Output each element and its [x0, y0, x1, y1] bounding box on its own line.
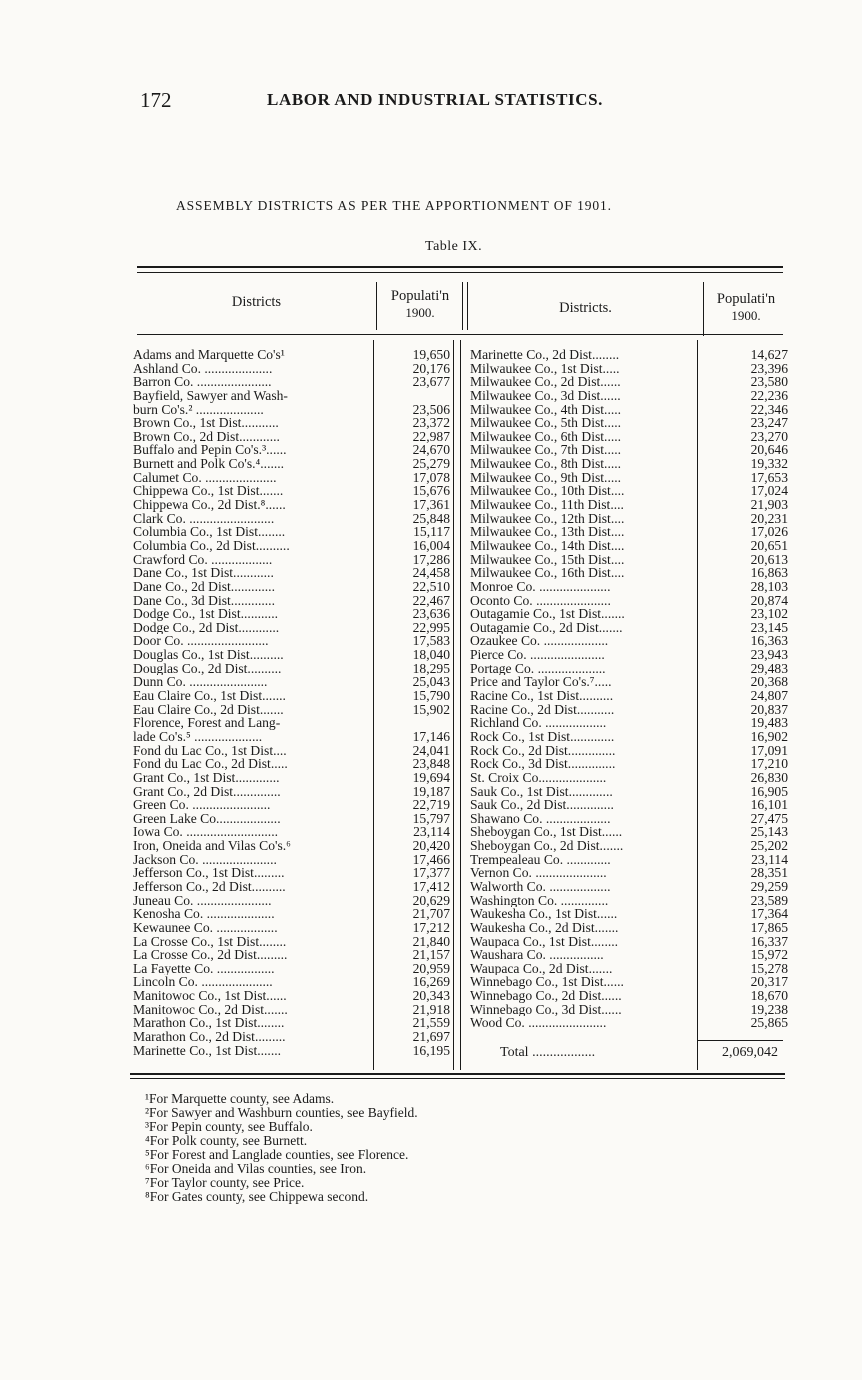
- population-cell: 17,091: [750, 743, 788, 758]
- district-cell: Sheboygan Co., 1st Dist......: [470, 825, 623, 840]
- district-cell: Rock Co., 1st Dist.............: [470, 729, 615, 744]
- district-cell: Milwaukee Co., 3d Dist......: [470, 388, 621, 403]
- population-cell: 16,902: [750, 729, 788, 744]
- column-divider: [453, 340, 454, 1070]
- district-cell: Winnebago Co., 1st Dist......: [470, 975, 624, 990]
- district-cell: Vernon Co. .....................: [470, 866, 607, 880]
- district-cell: Rock Co., 2d Dist..............: [470, 743, 616, 758]
- district-cell: Dane Co., 2d Dist.............: [133, 579, 275, 594]
- population-cell: 21,559: [412, 1016, 450, 1031]
- district-cell: Bayfield, Sawyer and Wash-: [133, 388, 288, 403]
- population-cell: [378, 716, 450, 730]
- column-divider: [462, 282, 463, 330]
- population-cell: 16,863: [750, 566, 788, 580]
- district-cell: burn Co's.² ....................: [133, 402, 264, 417]
- population-cell: 15,972: [750, 948, 788, 962]
- population-cell: 18,040: [412, 648, 450, 662]
- district-cell: Green Lake Co...................: [133, 811, 281, 826]
- population-cell: 18,670: [750, 989, 788, 1003]
- district-cell: Shawano Co. ...................: [470, 811, 611, 826]
- population-cell: 17,412: [412, 879, 450, 894]
- population-cell: 16,195: [412, 1043, 450, 1058]
- population-cell: 23,372: [412, 416, 450, 430]
- footnote: ¹For Marquette county, see Adams.: [145, 1091, 335, 1106]
- district-cell: Columbia Co., 1st Dist........: [133, 525, 286, 539]
- district-cell: Outagamie Co., 1st Dist.......: [470, 607, 625, 621]
- population-cell: 22,236: [750, 388, 788, 403]
- population-cell: 23,114: [413, 825, 450, 840]
- table-top-rule-thick: [137, 266, 783, 268]
- district-cell: Rock Co., 3d Dist..............: [470, 757, 616, 771]
- population-cell: 25,865: [750, 1016, 788, 1031]
- district-cell: Milwaukee Co., 5th Dist.....: [470, 416, 622, 430]
- population-cell: 23,396: [750, 361, 788, 376]
- district-cell: Dane Co., 1st Dist............: [133, 566, 274, 580]
- population-cell: 25,202: [750, 839, 788, 853]
- district-cell: Milwaukee Co., 10th Dist....: [470, 484, 625, 499]
- footnote: ⁸For Gates county, see Chippewa second.: [145, 1189, 369, 1204]
- district-cell: Brown Co., 2d Dist............: [133, 429, 280, 444]
- district-cell: Chippewa Co., 1st Dist.......: [133, 484, 284, 499]
- population-cell: 22,987: [412, 429, 450, 444]
- population-cell: 23,636: [412, 607, 450, 621]
- population-cell: 24,670: [412, 443, 450, 458]
- population-right-column: [705, 348, 788, 1030]
- population-cell: 24,807: [750, 689, 788, 703]
- population-cell: 23,506: [412, 402, 450, 417]
- district-cell: La Crosse Co., 1st Dist........: [133, 934, 287, 949]
- district-cell: Jefferson Co., 1st Dist.........: [133, 866, 285, 880]
- district-cell: Milwaukee Co., 7th Dist.....: [470, 443, 622, 458]
- district-cell: Sauk Co., 1st Dist.............: [470, 784, 613, 799]
- district-cell: Jackson Co. ......................: [133, 852, 277, 867]
- column-divider: [373, 340, 374, 1070]
- population-cell: 17,286: [412, 552, 450, 567]
- district-cell: Milwaukee Co., 13th Dist....: [470, 525, 625, 539]
- district-cell: Eau Claire Co., 1st Dist.......: [133, 689, 286, 703]
- population-cell: 17,865: [750, 920, 788, 935]
- district-cell: Chippewa Co., 2d Dist.⁸......: [133, 498, 286, 512]
- population-cell: 20,176: [412, 361, 450, 376]
- district-cell: Iowa Co. ...........................: [133, 825, 278, 840]
- population-cell: 16,101: [750, 798, 788, 812]
- district-cell: Waukesha Co., 1st Dist......: [470, 907, 618, 921]
- population-cell: 21,903: [750, 498, 788, 512]
- population-cell: 22,995: [412, 620, 450, 635]
- population-cell: 20,420: [412, 839, 450, 853]
- district-cell: Kewaunee Co. ..................: [133, 920, 278, 935]
- population-cell: 20,651: [750, 538, 788, 553]
- footnote: ⁴For Polk county, see Burnett.: [145, 1133, 308, 1148]
- district-cell: Sheboygan Co., 2d Dist.......: [470, 839, 624, 853]
- district-cell: Fond du Lac Co., 1st Dist....: [133, 743, 287, 758]
- table-bottom-rule-thick: [130, 1073, 785, 1075]
- population-cell: 20,613: [750, 552, 788, 567]
- population-cell: 14,627: [750, 348, 788, 362]
- district-cell: Lincoln Co. .....................: [133, 975, 273, 990]
- running-title: LABOR AND INDUSTRIAL STATISTICS.: [267, 90, 603, 109]
- population-cell: 20,368: [750, 675, 788, 690]
- district-cell: Brown Co., 1st Dist...........: [133, 416, 279, 430]
- population-cell: 17,026: [750, 525, 788, 539]
- population-cell: 20,317: [750, 975, 788, 990]
- district-cell: Pierce Co. ......................: [470, 648, 605, 662]
- population-cell: 21,918: [412, 1002, 450, 1017]
- district-cell: Marinette Co., 2d Dist........: [470, 348, 620, 362]
- header-population-left-label: Populati'n: [390, 288, 450, 304]
- district-cell: Dodge Co., 2d Dist............: [133, 620, 280, 635]
- district-cell: Marathon Co., 2d Dist.........: [133, 1030, 286, 1044]
- population-cell: 17,210: [750, 757, 788, 771]
- population-cell: 23,102: [750, 607, 788, 621]
- district-cell: Milwaukee Co., 11th Dist....: [470, 498, 624, 512]
- population-cell: 20,646: [750, 443, 788, 458]
- column-divider: [376, 282, 377, 330]
- district-cell: Adams and Marquette Co's¹: [133, 348, 285, 362]
- district-cell: Waupaca Co., 1st Dist........: [470, 934, 619, 949]
- district-cell: Door Co. ........................: [133, 634, 269, 649]
- district-cell: Waukesha Co., 2d Dist.......: [470, 920, 619, 935]
- header-population-right-label: Populati'n: [716, 291, 776, 307]
- population-cell: 16,337: [750, 934, 788, 949]
- page-title: ASSEMBLY DISTRICTS AS PER THE APPORTIONMENT OF 1901.: [176, 198, 612, 213]
- district-cell: Marinette Co., 1st Dist.......: [133, 1043, 282, 1058]
- district-cell: Douglas Co., 2d Dist..........: [133, 661, 282, 676]
- column-divider: [460, 340, 461, 1070]
- population-cell: 15,676: [412, 484, 450, 499]
- population-cell: 22,346: [750, 402, 788, 417]
- footnote: ⁵For Forest and Langlade counties, see Florence.: [145, 1147, 409, 1162]
- district-cell: Eau Claire Co., 2d Dist.......: [133, 702, 284, 717]
- population-cell: 17,146: [412, 729, 450, 744]
- population-cell: 22,510: [412, 579, 450, 594]
- district-cell: Price and Taylor Co's.⁷.....: [470, 675, 612, 690]
- header-districts-right: Districts.: [559, 300, 612, 316]
- population-cell: 21,840: [412, 934, 450, 949]
- population-cell: 16,363: [750, 634, 788, 649]
- district-cell: Milwaukee Co., 6th Dist.....: [470, 429, 622, 444]
- district-cell: Kenosha Co. ....................: [133, 907, 275, 921]
- population-cell: 25,143: [750, 825, 788, 840]
- population-cell: 17,583: [412, 634, 450, 649]
- population-cell: 29,259: [750, 879, 788, 894]
- population-cell: 19,650: [412, 348, 450, 362]
- population-cell: 15,902: [412, 702, 450, 717]
- population-cell: 23,589: [750, 893, 788, 908]
- footnotes: [145, 1092, 418, 1204]
- population-cell: 23,270: [750, 429, 788, 444]
- total-rule: [697, 1040, 783, 1041]
- district-cell: Dane Co., 3d Dist.............: [133, 593, 275, 608]
- district-cell: Fond du Lac Co., 2d Dist.....: [133, 757, 288, 771]
- district-cell: Racine Co., 1st Dist..........: [470, 689, 614, 703]
- district-cell: Sauk Co., 2d Dist..............: [470, 798, 614, 812]
- population-left-column: [378, 348, 450, 1057]
- running-head: [140, 88, 740, 118]
- population-cell: 23,848: [412, 757, 450, 771]
- district-cell: Racine Co., 2d Dist...........: [470, 702, 615, 717]
- district-cell: Florence, Forest and Lang-: [133, 716, 281, 730]
- district-cell: Winnebago Co., 3d Dist......: [470, 1002, 622, 1017]
- district-cell: Richland Co. ..................: [470, 716, 607, 730]
- population-cell: 25,848: [412, 511, 450, 526]
- population-cell: 19,187: [412, 784, 450, 799]
- header-districts-left: Districts: [231, 294, 282, 310]
- district-cell: Ozaukee Co. ...................: [470, 634, 609, 649]
- district-cell: St. Croix Co....................: [470, 770, 607, 785]
- population-cell: [378, 389, 450, 403]
- district-cell: Columbia Co., 2d Dist..........: [133, 538, 290, 553]
- district-cell: Milwaukee Co., 4th Dist.....: [470, 402, 622, 417]
- district-cell: Buffalo and Pepin Co's.³......: [133, 443, 287, 458]
- population-cell: 17,361: [412, 498, 450, 512]
- population-cell: 23,247: [750, 416, 788, 430]
- population-cell: 19,483: [750, 716, 788, 730]
- population-cell: 15,117: [413, 525, 450, 539]
- population-cell: 29,483: [750, 661, 788, 676]
- population-cell: 16,004: [412, 538, 450, 553]
- district-cell: Barron Co. ......................: [133, 375, 272, 389]
- population-cell: 23,145: [750, 620, 788, 635]
- district-cell: Grant Co., 2d Dist..............: [133, 784, 281, 799]
- district-cell: lade Co's.⁵ ....................: [133, 729, 263, 744]
- population-cell: 16,905: [750, 784, 788, 799]
- population-cell: 17,078: [412, 470, 450, 485]
- population-cell: 18,295: [412, 661, 450, 676]
- population-cell: 15,797: [412, 811, 450, 826]
- population-cell: 26,830: [750, 770, 788, 785]
- district-cell: Waushara Co. ................: [470, 948, 604, 962]
- population-cell: 20,231: [750, 511, 788, 526]
- district-cell: Milwaukee Co., 16th Dist....: [470, 566, 625, 580]
- footnote: ³For Pepin county, see Buffalo.: [145, 1119, 313, 1134]
- district-cell: Dodge Co., 1st Dist...........: [133, 607, 279, 621]
- district-cell: Manitowoc Co., 1st Dist......: [133, 989, 287, 1003]
- population-cell: 20,874: [750, 593, 788, 608]
- population-cell: 17,212: [412, 920, 450, 935]
- districts-right-column: [470, 348, 700, 1030]
- header-bottom-rule: [137, 334, 783, 335]
- district-cell: Milwaukee Co., 14th Dist....: [470, 538, 625, 553]
- population-cell: 22,467: [412, 593, 450, 608]
- table-top-rule-thin: [137, 272, 783, 273]
- header-population-right: [704, 291, 788, 324]
- population-cell: 15,278: [750, 961, 788, 976]
- population-cell: 23,114: [751, 852, 788, 867]
- district-cell: Douglas Co., 1st Dist..........: [133, 648, 284, 662]
- population-cell: 22,719: [412, 798, 450, 812]
- population-cell: 17,466: [412, 852, 450, 867]
- footnote: ⁷For Taylor county, see Price.: [145, 1175, 305, 1190]
- district-cell: Milwaukee Co., 15th Dist....: [470, 552, 625, 567]
- footnote: ⁶For Oneida and Vilas counties, see Iron.: [145, 1161, 367, 1176]
- district-cell: Portage Co. ....................: [470, 661, 606, 676]
- district-cell: Ashland Co. ....................: [133, 361, 273, 376]
- district-cell: Wood Co. .......................: [470, 1016, 607, 1031]
- district-cell: Milwaukee Co., 2d Dist......: [470, 375, 621, 389]
- population-cell: 19,238: [750, 1002, 788, 1017]
- population-cell: 20,629: [412, 893, 450, 908]
- district-cell: Washington Co. ..............: [470, 893, 609, 908]
- population-cell: 27,475: [750, 811, 788, 826]
- district-cell: La Fayette Co. .................: [133, 961, 275, 976]
- district-cell: Marathon Co., 1st Dist........: [133, 1016, 285, 1031]
- population-cell: 19,694: [412, 770, 450, 785]
- header-population-right-year: 1900.: [731, 308, 761, 323]
- population-cell: 28,103: [750, 579, 788, 594]
- population-cell: 23,677: [412, 375, 450, 389]
- district-cell: Milwaukee Co., 12th Dist....: [470, 511, 625, 526]
- population-cell: 20,837: [750, 702, 788, 717]
- population-cell: 17,377: [412, 866, 450, 880]
- district-cell: Oconto Co. ......................: [470, 593, 611, 608]
- header-population-left: [378, 288, 462, 321]
- population-cell: 17,653: [750, 470, 788, 485]
- header-population-left-year: 1900.: [405, 305, 435, 320]
- population-cell: 20,959: [412, 961, 450, 976]
- population-cell: 15,790: [412, 689, 450, 703]
- district-cell: Jefferson Co., 2d Dist..........: [133, 879, 286, 894]
- district-cell: Milwaukee Co., 9th Dist.....: [470, 470, 622, 485]
- districts-left-column: [133, 348, 371, 1057]
- population-cell: 24,041: [412, 743, 450, 758]
- population-cell: 24,458: [412, 566, 450, 580]
- population-cell: 23,580: [750, 375, 788, 389]
- district-cell: Juneau Co. ......................: [133, 893, 272, 908]
- district-cell: Winnebago Co., 2d Dist......: [470, 989, 622, 1003]
- district-cell: Manitowoc Co., 2d Dist.......: [133, 1002, 288, 1017]
- district-cell: Monroe Co. .....................: [470, 579, 611, 594]
- population-cell: 21,707: [412, 907, 450, 921]
- total-label: Total ..................: [500, 1045, 596, 1060]
- population-cell: 23,943: [750, 648, 788, 662]
- population-cell: 21,697: [412, 1030, 450, 1044]
- footnote: ²For Sawyer and Washburn counties, see Bayfield.: [145, 1105, 418, 1120]
- population-cell: 17,364: [750, 907, 788, 921]
- district-cell: La Crosse Co., 2d Dist.........: [133, 948, 288, 962]
- district-cell: Milwaukee Co., 8th Dist.....: [470, 457, 622, 471]
- population-cell: 20,343: [412, 989, 450, 1003]
- population-cell: 28,351: [750, 866, 788, 880]
- district-cell: Dunn Co. .......................: [133, 675, 268, 690]
- district-cell: Waupaca Co., 2d Dist.......: [470, 961, 613, 976]
- district-cell: Iron, Oneida and Vilas Co's.⁶: [133, 839, 291, 853]
- population-cell: 21,157: [412, 948, 450, 962]
- district-cell: Green Co. .......................: [133, 798, 271, 812]
- district-cell: Crawford Co. ..................: [133, 552, 273, 567]
- district-cell: Outagamie Co., 2d Dist.......: [470, 620, 623, 635]
- total-value: 2,069,042: [722, 1045, 778, 1060]
- population-cell: 25,043: [412, 675, 450, 690]
- population-cell: 17,024: [750, 484, 788, 499]
- table-bottom-rule-thin: [130, 1078, 785, 1079]
- page-number: 172: [140, 88, 172, 112]
- district-cell: Grant Co., 1st Dist.............: [133, 770, 280, 785]
- population-cell: 16,269: [412, 975, 450, 990]
- district-cell: Trempealeau Co. .............: [470, 852, 611, 867]
- population-cell: 25,279: [412, 457, 450, 471]
- district-cell: Calumet Co. .....................: [133, 470, 277, 485]
- district-cell: Burnett and Polk Co's.⁴.......: [133, 457, 285, 471]
- district-cell: Walworth Co. ..................: [470, 879, 611, 894]
- table-caption: Table IX.: [425, 239, 483, 254]
- district-cell: Milwaukee Co., 1st Dist.....: [470, 361, 620, 376]
- district-cell: Clark Co. .........................: [133, 511, 275, 526]
- population-cell: 19,332: [750, 457, 788, 471]
